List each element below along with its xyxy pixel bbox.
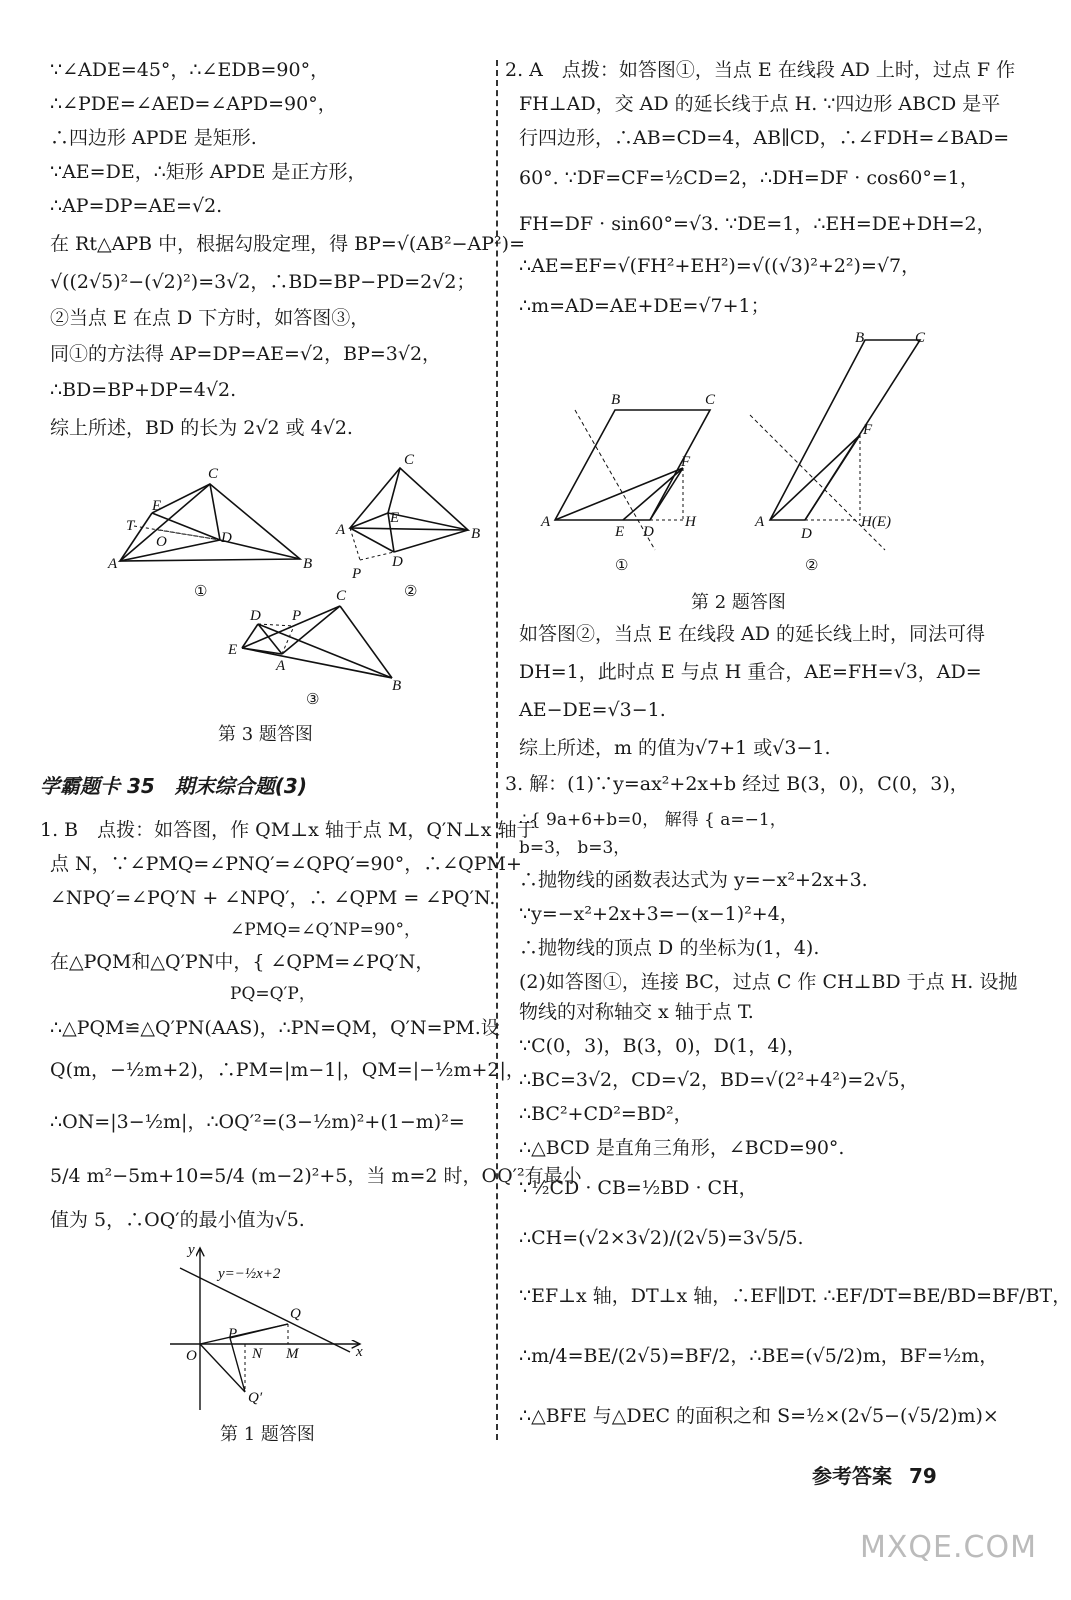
svg-text:D: D — [221, 530, 232, 546]
svg-text:D: D — [250, 608, 261, 624]
svg-text:P: P — [292, 608, 302, 624]
svg-text:x: x — [356, 1344, 363, 1360]
text-line: ∴抛物线的函数表达式为 y=−x²+2x+3. — [519, 869, 868, 891]
figure-q1 — [160, 1240, 420, 1420]
text-line: 同①的方法得 AP=DP=AE=√2，BP=3√2， — [50, 343, 442, 365]
svg-text:y: y — [188, 1242, 195, 1258]
svg-text:H: H — [685, 514, 696, 530]
text-line: 3. 解：(1)∵y=ax²+2x+b 经过 B(3，0)，C(0，3)， — [505, 773, 969, 795]
svg-text:B: B — [611, 392, 621, 408]
text-line: ∴△BFE 与△DEC 的面积之和 S=½×(2√5−(√5/2)m)× — [519, 1405, 999, 1427]
text-line: ∴四边形 APDE 是矩形. — [50, 127, 257, 149]
text-line: ∠NPQ′=∠PQ′N + ∠NPQ′，∴ ∠QPM = ∠PQ′N. — [50, 887, 496, 909]
text-line: ∴ON=|3−½m|，∴OQ′²=(3−½m)²+(1−m)²= — [50, 1111, 465, 1133]
text-line: b=3， b=3， — [519, 838, 631, 858]
figure-caption: 第 1 题答图 — [220, 1424, 315, 1445]
text-line: √((2√5)²−(√2)²)=3√2，∴BD=BP−PD=2√2； — [50, 271, 476, 293]
text-line: ∴CH=(√2×3√2)/(2√5)=3√5/5. — [519, 1227, 804, 1249]
line-equation: y=−½x+2 — [218, 1266, 281, 1282]
svg-text:C: C — [915, 330, 926, 346]
svg-text:C: C — [208, 466, 219, 482]
figure-q3-3 — [227, 588, 401, 708]
text-line: 如答图②，当点 E 在线段 AD 的延长线上时，同法可得 — [519, 623, 985, 645]
svg-text:E: E — [152, 498, 162, 514]
fig-label: ③ — [306, 692, 320, 708]
svg-text:O: O — [156, 534, 167, 550]
text-line: ∴AE=EF=√(FH²+EH²)=√((√3)²+2²)=√7， — [519, 255, 921, 277]
svg-text:D: D — [392, 554, 403, 570]
text-line: ∵∠ADE=45°，∴∠EDB=90°， — [50, 59, 330, 81]
text-line: 60°. ∵DF=CF=½CD=2，∴DH=DF · cos60°=1， — [519, 167, 979, 189]
text-line: FH=DF · sin60°=√3. ∵DE=1，∴EH=DE+DH=2， — [519, 213, 996, 235]
text-line: 在 Rt△APB 中，根据勾股定理，得 BP=√(AB²−AP²)= — [50, 233, 526, 255]
svg-text:O: O — [186, 1348, 197, 1364]
text-line: ∴△BCD 是直角三角形，∠BCD=90°. — [519, 1137, 845, 1159]
page-number: 79 — [908, 1464, 937, 1488]
text-line: ∴m/4=BE/(2√5)=BF/2，∴BE=(√5/2)m，BF=½m， — [519, 1345, 999, 1367]
text-line: ②当点 E 在点 D 下方时，如答图③， — [50, 307, 370, 329]
text-line: (2)如答图①，连接 BC，过点 C 作 CH⊥BD 于点 H. 设抛 — [519, 971, 1018, 993]
text-line: PQ=Q′P， — [230, 984, 316, 1004]
text-line: 在△PQM和△Q′PN中，{ ∠QPM=∠PQ′N， — [50, 951, 435, 973]
text-line: ∴m=AD=AE+DE=√7+1； — [519, 295, 770, 317]
svg-text:E: E — [228, 642, 238, 658]
text-line: 值为 5，∴OQ′的最小值为√5. — [50, 1209, 305, 1231]
svg-text:T: T — [126, 518, 135, 534]
text-line: ∴AP=DP=AE=√2. — [50, 195, 223, 217]
fig-label: ① — [194, 584, 208, 600]
svg-text:B: B — [855, 330, 865, 346]
text-line: 综上所述，m 的值为√7+1 或√3−1. — [519, 737, 831, 759]
column-divider — [496, 60, 498, 1440]
svg-text:C: C — [404, 452, 415, 468]
text-line: ∴抛物线的顶点 D 的坐标为(1，4). — [519, 937, 820, 959]
figure-q2 — [535, 320, 926, 580]
text-line: ∴BD=BP+DP=4√2. — [50, 379, 237, 401]
text-line: 5/4 m²−5m+10=5/4 (m−2)²+5，当 m=2 时，OQ′²有最小 — [50, 1165, 582, 1187]
text-line: ∵½CD · CB=½BD · CH， — [519, 1177, 758, 1199]
svg-text:D: D — [801, 526, 812, 542]
figure-caption: 第 2 题答图 — [691, 592, 786, 613]
svg-text:Q′: Q′ — [248, 1390, 263, 1406]
svg-text:B: B — [303, 556, 313, 572]
text-line: ∠PMQ=∠Q′NP=90°， — [230, 920, 422, 940]
text-line: AE−DE=√3−1. — [519, 699, 666, 721]
svg-text:A: A — [108, 556, 118, 572]
figure-q3-1 — [107, 466, 312, 600]
svg-text:A: A — [541, 514, 551, 530]
svg-text:N: N — [252, 1346, 263, 1362]
svg-text:C: C — [705, 392, 716, 408]
text-line: ∴{ 9a+6+b=0， 解得 { a=−1， — [519, 810, 787, 830]
text-line: ∴BC=3√2，CD=√2，BD=√(2²+4²)=2√5， — [519, 1069, 919, 1091]
svg-text:F: F — [863, 422, 873, 438]
svg-text:E: E — [615, 524, 625, 540]
figure-q2-2 — [750, 330, 926, 574]
figure-q3 — [70, 448, 490, 708]
fig-label: ② — [805, 558, 819, 574]
svg-text:Q: Q — [290, 1306, 301, 1322]
text-line: 1. B 点拨：如答图，作 QM⊥x 轴于点 M，Q′N⊥x 轴于 — [40, 819, 536, 841]
text-line: ∴△PQM≌△Q′PN(AAS)，∴PN=QM，Q′N=PM.设 — [50, 1017, 500, 1039]
svg-text:P: P — [352, 566, 362, 582]
svg-text:B: B — [471, 526, 481, 542]
text-line: ∵AE=DE，∴矩形 APDE 是正方形， — [50, 161, 367, 183]
svg-text:A: A — [336, 522, 346, 538]
figure-q2-1 — [540, 392, 716, 574]
svg-text:H(E): H(E) — [861, 514, 891, 530]
text-line: Q(m，−½m+2)，∴PM=|m−1|，QM=|−½m+2|， — [50, 1059, 525, 1081]
text-line: ∵C(0，3)，B(3，0)，D(1，4)， — [519, 1035, 806, 1057]
section-heading: 学霸题卡 35 期末综合题(3) — [40, 774, 307, 798]
svg-text:A: A — [755, 514, 765, 530]
svg-text:F: F — [681, 454, 691, 470]
text-line: 点 N，∵∠PMQ=∠PNQ′=∠QPQ′=90°，∴∠QPM+ — [50, 853, 522, 875]
text-line: ∴∠PDE=∠AED=∠APD=90°， — [50, 93, 337, 115]
text-line: ∵y=−x²+2x+3=−(x−1)²+4， — [519, 903, 799, 925]
svg-text:E: E — [390, 510, 400, 526]
text-line: 物线的对称轴交 x 轴于点 T. — [519, 1001, 754, 1023]
svg-text:M: M — [286, 1346, 299, 1362]
figure-q3-2 — [335, 452, 480, 600]
svg-text:B: B — [392, 678, 402, 694]
svg-text:A: A — [276, 658, 286, 674]
footer-label: 参考答案 — [812, 1464, 892, 1488]
text-line: ∴BC²+CD²=BD²， — [519, 1103, 693, 1125]
fig-label: ② — [404, 584, 418, 600]
text-line: FH⊥AD，交 AD 的延长线于点 H. ∵四边形 ABCD 是平 — [519, 93, 1001, 115]
svg-text:C: C — [336, 588, 347, 604]
figure-caption: 第 3 题答图 — [218, 724, 313, 745]
text-line: ∵EF⊥x 轴，DT⊥x 轴，∴EF∥DT. ∴EF/DT=BE/BD=BF/BT， — [519, 1285, 1071, 1307]
text-line: DH=1，此时点 E 与点 H 重合，AE=FH=√3，AD= — [519, 661, 982, 683]
watermark: MXQE.COM — [860, 1530, 1037, 1565]
svg-text:D: D — [643, 524, 654, 540]
svg-text:P: P — [228, 1326, 238, 1342]
text-line: 行四边形，∴AB=CD=4，AB∥CD，∴∠FDH=∠BAD= — [519, 127, 1010, 149]
page-footer — [812, 1460, 937, 1489]
fig-label: ① — [615, 558, 629, 574]
text-line: 2. A 点拨：如答图①，当点 E 在线段 AD 上时，过点 F 作 — [505, 59, 1016, 81]
text-line: 综上所述，BD 的长为 2√2 或 4√2. — [50, 417, 353, 439]
